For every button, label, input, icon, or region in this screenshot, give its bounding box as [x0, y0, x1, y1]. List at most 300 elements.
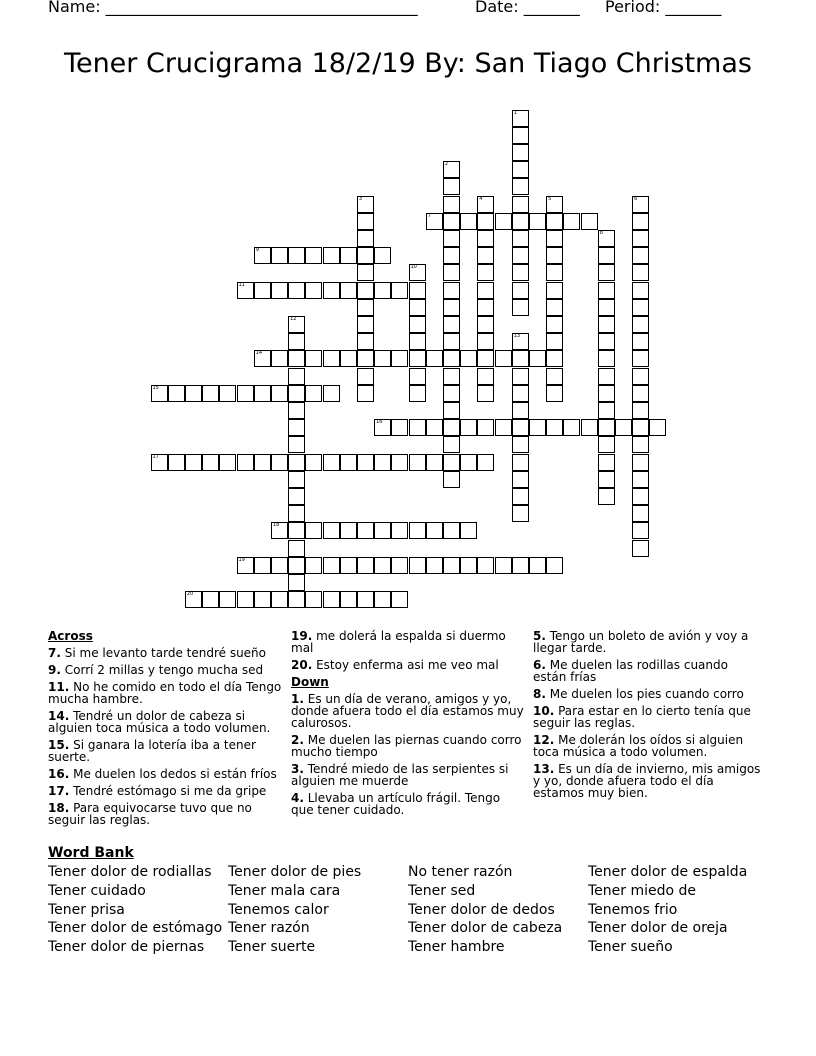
crossword-cell[interactable]	[391, 419, 408, 436]
crossword-cell[interactable]	[374, 557, 391, 574]
crossword-cell[interactable]	[288, 505, 305, 522]
crossword-cell[interactable]	[237, 454, 254, 471]
crossword-cell[interactable]	[443, 213, 460, 230]
crossword-cell[interactable]	[632, 522, 649, 539]
crossword-cell[interactable]	[632, 368, 649, 385]
crossword-cell[interactable]	[443, 282, 460, 299]
crossword-cell[interactable]	[632, 333, 649, 350]
crossword-cell[interactable]	[357, 264, 374, 281]
clue-down-5: 5. Tengo un boleto de avión y voy a llegar tarde.	[533, 629, 749, 655]
crossword-cell[interactable]	[168, 454, 185, 471]
crossword-cell[interactable]	[632, 436, 649, 453]
crossword-cell[interactable]	[598, 247, 615, 264]
crossword-cell[interactable]	[546, 385, 563, 402]
crossword-cell[interactable]	[512, 505, 529, 522]
crossword-cell[interactable]	[477, 247, 494, 264]
word-bank-item: Tener dolor de estómago	[48, 920, 223, 936]
crossword-cell[interactable]	[443, 264, 460, 281]
crossword-cell[interactable]	[288, 540, 305, 557]
crossword-cell[interactable]	[443, 299, 460, 316]
crossword-cell[interactable]	[357, 316, 374, 333]
crossword-cell[interactable]	[271, 522, 288, 539]
crossword-cell[interactable]	[477, 454, 494, 471]
crossword-cell[interactable]	[512, 299, 529, 316]
crossword-cell[interactable]	[323, 454, 340, 471]
crossword-cell[interactable]	[632, 196, 649, 213]
down-heading: Down	[291, 675, 329, 689]
crossword-cell[interactable]	[271, 385, 288, 402]
crossword-cell[interactable]	[323, 282, 340, 299]
crossword-cell[interactable]	[409, 385, 426, 402]
crossword-cell[interactable]	[632, 282, 649, 299]
crossword-cell[interactable]	[477, 282, 494, 299]
name-field[interactable]: Name: _______________________________________	[48, 0, 418, 16]
crossword-cell[interactable]	[271, 282, 288, 299]
crossword-cell[interactable]	[443, 196, 460, 213]
crossword-cell[interactable]	[581, 213, 598, 230]
crossword-cell[interactable]	[546, 299, 563, 316]
crossword-cell[interactable]	[391, 557, 408, 574]
crossword-cell[interactable]	[340, 557, 357, 574]
crossword-cell[interactable]	[546, 282, 563, 299]
crossword-cell[interactable]	[477, 196, 494, 213]
crossword-cell[interactable]	[168, 385, 185, 402]
crossword-cell[interactable]	[254, 385, 271, 402]
crossword-cell[interactable]	[512, 402, 529, 419]
clue-number: 1	[513, 109, 517, 116]
crossword-cell[interactable]	[151, 454, 168, 471]
crossword-cell[interactable]	[340, 522, 357, 539]
crossword-cell[interactable]	[409, 368, 426, 385]
clue-number: 12	[290, 315, 297, 322]
crossword-cell[interactable]	[254, 591, 271, 608]
crossword-cell[interactable]	[254, 557, 271, 574]
crossword-cell[interactable]	[443, 436, 460, 453]
crossword-cell[interactable]	[323, 522, 340, 539]
crossword-cell[interactable]	[512, 127, 529, 144]
crossword-cell[interactable]	[546, 196, 563, 213]
crossword-cell[interactable]	[409, 333, 426, 350]
crossword-cell[interactable]	[288, 522, 305, 539]
crossword-cell[interactable]	[546, 368, 563, 385]
crossword-cell[interactable]	[495, 557, 512, 574]
clue-down-8: 8. Me duelen los pies cuando corro	[533, 687, 744, 701]
crossword-cell[interactable]	[288, 385, 305, 402]
crossword-cell[interactable]	[185, 454, 202, 471]
crossword-cell[interactable]	[632, 402, 649, 419]
crossword-cell[interactable]	[632, 385, 649, 402]
crossword-cell[interactable]	[305, 591, 322, 608]
crossword-cell[interactable]	[598, 471, 615, 488]
crossword-cell[interactable]	[202, 385, 219, 402]
crossword-cell[interactable]	[460, 454, 477, 471]
crossword-cell[interactable]	[288, 316, 305, 333]
crossword-cell[interactable]	[409, 299, 426, 316]
crossword-cell[interactable]	[305, 522, 322, 539]
word-bank-item: Tener mala cara	[228, 883, 341, 899]
crossword-cell[interactable]	[512, 436, 529, 453]
crossword-cell[interactable]	[529, 213, 546, 230]
clues-column-1	[48, 630, 283, 831]
clue-number: 15	[152, 384, 159, 391]
crossword-cell[interactable]	[237, 282, 254, 299]
crossword-cell[interactable]	[563, 213, 580, 230]
crossword-cell[interactable]	[512, 557, 529, 574]
crossword-cell[interactable]	[632, 264, 649, 281]
crossword-cell[interactable]	[443, 350, 460, 367]
crossword-cell[interactable]	[495, 213, 512, 230]
crossword-cell[interactable]	[288, 591, 305, 608]
crossword-cell[interactable]	[512, 385, 529, 402]
clue-across-17: 17. Tendré estómago si me da gripe	[48, 784, 267, 798]
crossword-cell[interactable]	[391, 522, 408, 539]
crossword-cell[interactable]	[546, 557, 563, 574]
crossword-cell[interactable]	[529, 350, 546, 367]
crossword-cell[interactable]	[632, 213, 649, 230]
crossword-cell[interactable]	[477, 557, 494, 574]
word-bank-item: Tenemos frio	[588, 902, 678, 918]
crossword-cell[interactable]	[477, 213, 494, 230]
crossword-cell[interactable]	[443, 247, 460, 264]
crossword-cell[interactable]	[409, 522, 426, 539]
crossword-cell[interactable]	[357, 522, 374, 539]
crossword-cell[interactable]	[357, 350, 374, 367]
crossword-cell[interactable]	[357, 333, 374, 350]
crossword-cell[interactable]	[477, 368, 494, 385]
crossword-cell[interactable]	[529, 557, 546, 574]
crossword-cell[interactable]	[391, 282, 408, 299]
crossword-cell[interactable]	[546, 264, 563, 281]
clue-across-14: 14. Tendré un dolor de cabeza si alguien toca música a todo volumen.	[48, 709, 271, 735]
crossword-cell[interactable]	[512, 178, 529, 195]
crossword-cell[interactable]	[598, 436, 615, 453]
crossword-cell[interactable]	[598, 385, 615, 402]
crossword-cell[interactable]	[477, 299, 494, 316]
crossword-cell[interactable]	[443, 557, 460, 574]
crossword-cell[interactable]	[409, 264, 426, 281]
crossword-cell[interactable]	[340, 591, 357, 608]
crossword-cell[interactable]	[340, 454, 357, 471]
word-bank-item: Tener miedo de	[588, 883, 697, 899]
crossword-cell[interactable]	[632, 540, 649, 557]
across-heading: Across	[48, 629, 93, 643]
crossword-cell[interactable]	[598, 299, 615, 316]
crossword-cell[interactable]	[237, 591, 254, 608]
crossword-cell[interactable]	[374, 591, 391, 608]
crossword-cell[interactable]	[512, 110, 529, 127]
crossword-cell[interactable]	[632, 299, 649, 316]
crossword-cell[interactable]	[426, 419, 443, 436]
clue-number: 18	[272, 522, 280, 529]
crossword-cell[interactable]	[357, 213, 374, 230]
crossword-cell[interactable]	[288, 419, 305, 436]
crossword-cell[interactable]	[512, 350, 529, 367]
crossword-cell[interactable]	[237, 385, 254, 402]
crossword-cell[interactable]	[288, 368, 305, 385]
crossword-cell[interactable]	[409, 282, 426, 299]
crossword-cell[interactable]	[443, 368, 460, 385]
crossword-cell[interactable]	[546, 333, 563, 350]
crossword-cell[interactable]	[185, 385, 202, 402]
clue-number: 4	[479, 195, 483, 202]
crossword-cell[interactable]	[598, 368, 615, 385]
crossword-cell[interactable]	[512, 213, 529, 230]
crossword-cell[interactable]	[512, 161, 529, 178]
crossword-cell[interactable]	[323, 247, 340, 264]
clue-number: 10	[410, 264, 417, 271]
crossword-cell[interactable]	[254, 247, 271, 264]
crossword-cell[interactable]	[340, 247, 357, 264]
crossword-cell[interactable]	[632, 488, 649, 505]
clue-number: 17	[152, 453, 159, 460]
crossword-cell[interactable]	[477, 264, 494, 281]
crossword-cell[interactable]	[391, 454, 408, 471]
crossword-cell[interactable]	[512, 230, 529, 247]
crossword-cell[interactable]	[391, 591, 408, 608]
crossword-cell[interactable]	[288, 402, 305, 419]
crossword-cell[interactable]	[409, 316, 426, 333]
crossword-cell[interactable]	[305, 247, 322, 264]
crossword-cell[interactable]	[357, 591, 374, 608]
crossword-cell[interactable]	[340, 282, 357, 299]
crossword-cell[interactable]	[426, 213, 443, 230]
crossword-cell[interactable]	[374, 350, 391, 367]
crossword-cell[interactable]	[288, 282, 305, 299]
date-field[interactable]: Date: _______	[475, 0, 580, 16]
period-field[interactable]: Period: _______	[605, 0, 722, 16]
crossword-cell[interactable]	[649, 419, 666, 436]
crossword-cell[interactable]	[443, 385, 460, 402]
crossword-cell[interactable]	[598, 282, 615, 299]
crossword-cell[interactable]	[632, 316, 649, 333]
word-bank-item: Tener cuidado	[48, 883, 146, 899]
crossword-cell[interactable]	[598, 488, 615, 505]
crossword-cell[interactable]	[443, 522, 460, 539]
crossword-cell[interactable]	[288, 488, 305, 505]
word-bank-item: Tener dolor de espalda	[588, 864, 748, 880]
crossword-cell[interactable]	[323, 591, 340, 608]
crossword-cell[interactable]	[512, 419, 529, 436]
crossword-cell[interactable]	[202, 454, 219, 471]
clue-across-15: 15. Si ganara la lotería iba a tener suerte.	[48, 738, 256, 764]
crossword-cell[interactable]	[632, 230, 649, 247]
crossword-cell[interactable]	[443, 316, 460, 333]
crossword-cell[interactable]	[374, 522, 391, 539]
word-bank-item: Tener razón	[228, 920, 310, 936]
crossword-cell[interactable]	[443, 454, 460, 471]
crossword-cell[interactable]	[305, 557, 322, 574]
crossword-cell[interactable]	[288, 454, 305, 471]
crossword-cell[interactable]	[495, 350, 512, 367]
crossword-cell[interactable]	[443, 230, 460, 247]
crossword-cell[interactable]	[374, 282, 391, 299]
crossword-cell[interactable]	[271, 350, 288, 367]
crossword-cell[interactable]	[357, 368, 374, 385]
crossword-cell[interactable]	[357, 230, 374, 247]
crossword-cell[interactable]	[357, 196, 374, 213]
crossword-cell[interactable]	[357, 299, 374, 316]
crossword-cell[interactable]	[460, 213, 477, 230]
word-bank-item: Tener dolor de oreja	[588, 920, 728, 936]
crossword-cell[interactable]	[305, 385, 322, 402]
crossword-cell[interactable]	[477, 385, 494, 402]
crossword-cell[interactable]	[512, 264, 529, 281]
crossword-cell[interactable]	[202, 591, 219, 608]
crossword-cell[interactable]	[443, 333, 460, 350]
clue-down-3: 3. Tendré miedo de las serpientes si alguien me muerde	[291, 762, 509, 788]
crossword-cell[interactable]	[409, 419, 426, 436]
word-bank-item: Tener sed	[408, 883, 476, 899]
crossword-cell[interactable]	[357, 247, 374, 264]
clue-number: 14	[255, 350, 263, 357]
crossword-cell[interactable]	[529, 419, 546, 436]
clue-number: 6	[634, 195, 638, 202]
crossword-cell[interactable]	[151, 385, 168, 402]
crossword-cell[interactable]	[460, 522, 477, 539]
crossword-cell[interactable]	[546, 230, 563, 247]
clues-column-2	[291, 630, 526, 821]
crossword-cell[interactable]	[409, 350, 426, 367]
crossword-cell[interactable]	[477, 230, 494, 247]
crossword-cell[interactable]	[512, 471, 529, 488]
crossword-cell[interactable]	[305, 282, 322, 299]
crossword-cell[interactable]	[598, 264, 615, 281]
word-bank-item: Tener dolor de rodiallas	[48, 864, 212, 880]
crossword-cell[interactable]	[477, 316, 494, 333]
crossword-cell[interactable]	[409, 557, 426, 574]
crossword-cell[interactable]	[426, 454, 443, 471]
crossword-cell[interactable]	[374, 454, 391, 471]
crossword-cell[interactable]	[563, 419, 580, 436]
crossword-cell[interactable]	[632, 247, 649, 264]
clue-number: 11	[238, 281, 245, 288]
crossword-cell[interactable]	[598, 333, 615, 350]
crossword-cell[interactable]	[598, 316, 615, 333]
crossword-cell[interactable]	[512, 282, 529, 299]
crossword-cell[interactable]	[288, 247, 305, 264]
crossword-cell[interactable]	[581, 419, 598, 436]
crossword-cell[interactable]	[374, 419, 391, 436]
crossword-cell[interactable]	[460, 419, 477, 436]
crossword-cell[interactable]	[219, 385, 236, 402]
crossword-cell[interactable]	[512, 454, 529, 471]
crossword-cell[interactable]	[357, 454, 374, 471]
crossword-cell[interactable]	[426, 350, 443, 367]
crossword-cell[interactable]	[323, 385, 340, 402]
crossword-cell[interactable]	[271, 591, 288, 608]
clue-across-16: 16. Me duelen los dedos si están fríos	[48, 767, 277, 781]
clue-across-18: 18. Para equivocarse tuvo que no seguir las reglas.	[48, 801, 252, 827]
crossword-cell[interactable]	[426, 522, 443, 539]
crossword-cell[interactable]	[357, 557, 374, 574]
crossword-cell[interactable]	[632, 419, 649, 436]
crossword-cell[interactable]	[615, 419, 632, 436]
crossword-cell[interactable]	[598, 454, 615, 471]
crossword-cell[interactable]	[271, 454, 288, 471]
crossword-cell[interactable]	[443, 402, 460, 419]
crossword-cell[interactable]	[546, 316, 563, 333]
crossword-cell[interactable]	[288, 574, 305, 591]
crossword-cell[interactable]	[305, 454, 322, 471]
crossword-cell[interactable]	[632, 505, 649, 522]
crossword-cell[interactable]	[219, 591, 236, 608]
crossword-cell[interactable]	[598, 402, 615, 419]
crossword-cell[interactable]	[477, 350, 494, 367]
crossword-cell[interactable]	[288, 333, 305, 350]
crossword-cell[interactable]	[512, 247, 529, 264]
crossword-cell[interactable]	[477, 333, 494, 350]
crossword-cell[interactable]	[237, 557, 254, 574]
clue-across-19: 19. me dolerá la espalda si duermo mal	[291, 629, 506, 655]
crossword-cell[interactable]	[391, 350, 408, 367]
crossword-cell[interactable]	[546, 247, 563, 264]
page-title: Tener Crucigrama 18/2/19 By: San Tiago Christmas	[64, 48, 752, 79]
crossword-cell[interactable]	[546, 213, 563, 230]
crossword-cell[interactable]	[426, 557, 443, 574]
crossword-cell[interactable]	[512, 144, 529, 161]
crossword-cell[interactable]	[477, 419, 494, 436]
crossword-cell[interactable]	[460, 557, 477, 574]
crossword-cell[interactable]	[443, 178, 460, 195]
crossword-cell[interactable]	[254, 454, 271, 471]
crossword-cell[interactable]	[512, 196, 529, 213]
crossword-cell[interactable]	[288, 557, 305, 574]
crossword-cell[interactable]	[443, 419, 460, 436]
crossword-cell[interactable]	[598, 230, 615, 247]
crossword-cell[interactable]	[546, 350, 563, 367]
crossword-cell[interactable]	[305, 350, 322, 367]
word-bank-title: Word Bank	[48, 845, 134, 861]
crossword-cell[interactable]	[357, 282, 374, 299]
crossword-cell[interactable]	[185, 591, 202, 608]
crossword-cell[interactable]	[288, 436, 305, 453]
crossword-cell[interactable]	[219, 454, 236, 471]
crossword-cell[interactable]	[409, 454, 426, 471]
crossword-cell[interactable]	[460, 350, 477, 367]
crossword-cell[interactable]	[632, 350, 649, 367]
word-bank-item: Tener sueño	[588, 939, 673, 955]
crossword-cell[interactable]	[495, 419, 512, 436]
crossword-cell[interactable]	[271, 557, 288, 574]
clue-number: 3	[358, 195, 363, 202]
clue-number: 8	[599, 229, 603, 236]
crossword-cell[interactable]	[546, 419, 563, 436]
crossword-cell[interactable]	[288, 350, 305, 367]
crossword-cell[interactable]	[632, 471, 649, 488]
crossword-cell[interactable]	[254, 282, 271, 299]
crossword-cell[interactable]	[288, 471, 305, 488]
crossword-cell[interactable]	[598, 419, 615, 436]
clue-down-12: 12. Me dolerán los oídos si alguien toca música a todo volumen.	[533, 733, 744, 759]
crossword-cell[interactable]	[374, 247, 391, 264]
crossword-cell[interactable]	[443, 161, 460, 178]
crossword-cell[interactable]	[512, 368, 529, 385]
crossword-cell[interactable]	[323, 350, 340, 367]
clues-column-3	[533, 630, 763, 804]
crossword-cell[interactable]	[443, 471, 460, 488]
crossword-cell[interactable]	[357, 385, 374, 402]
crossword-cell[interactable]	[340, 350, 357, 367]
crossword-cell[interactable]	[271, 247, 288, 264]
crossword-cell[interactable]	[254, 350, 271, 367]
clue-down-4: 4. Llevaba un artículo frágil. Tengo que tener cuidado.	[291, 791, 501, 817]
crossword-cell[interactable]	[598, 350, 615, 367]
crossword-cell[interactable]	[632, 454, 649, 471]
crossword-cell[interactable]	[512, 333, 529, 350]
crossword-cell[interactable]	[512, 488, 529, 505]
word-bank-item: Tener prisa	[48, 902, 125, 918]
crossword-cell[interactable]	[323, 557, 340, 574]
